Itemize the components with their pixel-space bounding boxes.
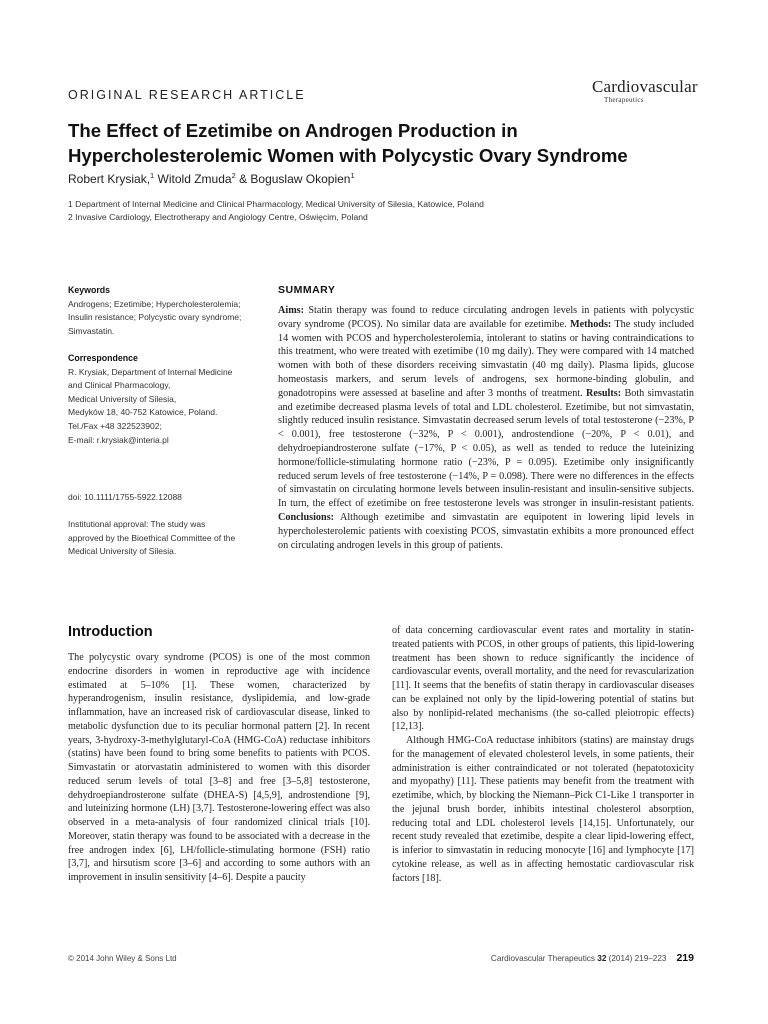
correspondence-line: Tel./Fax +48 322523902;	[68, 420, 162, 431]
summary-results-text: Both simvastatin and ezetimibe decreased plasma levels of total and LDL cholesterol. Ezetimibe, but not simvastatin, slightly reduced insulin resistance. Simvastatin decreased serum levels of total testosterone (−23%, P < 0.001), free testosterone (−32%, P < 0.001), androstendione (−20%, P < 0.01), and dehydroepiandrosterone sulfate (−17%, P < 0.05), as well as tended to reduce the luteinizing hormone/follicle-stimulating hormone ratio (−23%, P = 0.095). Ezetimibe only insignificantly reduced serum levels of free testosterone (−14%, P = 0.098). There were no differences in the effects of simvastatin on circulating hormone levels between insulin-resistant and insulin-sensitive subjects. In turn, the effect of ezetimibe on free testosterone levels was stronger in insulin-resistant patients.	[278, 387, 695, 510]
summary-conclusions-label: Conclusions:	[278, 511, 335, 523]
summary-aims-label: Aims:	[278, 305, 305, 316]
title-line: Hypercholesterolemic Women with Polycystic Ovary Syndrome	[68, 145, 628, 166]
author-name: Witold Zmuda	[154, 172, 232, 186]
correspondence-line: and Clinical Pharmacology,	[68, 380, 171, 391]
author-affiliation-mark: 1	[350, 171, 355, 180]
keywords-block	[68, 284, 258, 338]
citation-volume: 32	[597, 954, 607, 963]
correspondence-line: Medical University of Silesia,	[68, 393, 177, 404]
correspondence-line: Medyków 18, 40-752 Katowice, Poland.	[68, 407, 218, 418]
correspondence-heading: Correspondence	[68, 353, 138, 363]
author-list	[68, 171, 355, 186]
intro-paragraph: The polycystic ovary syndrome (PCOS) is one of the most common endocrine disorders in women in reproductive age with incidence estimated at 5–10% [1]. These women, characterized by hyperandrogenism, insulin resistance, dyslipidemia, and low-grade inflammation, have an increased risk of cardiovascular disease, linked to metabolic dysfunction due to its peculiar hormonal pattern [2]. In recent years, 3-hydroxy-3-methylglutaryl-CoA (HMG-CoA) reductase inhibitors (statins) have been found to bring some benefits to patients with PCOS. Simvastatin or atorvastatin administered to women with this disorder reduced serum levels of total [3–8] and free [3–5,8] testosterone, dehydroepiandrosterone sulfate (DHEA-S) [4,5,9], androstendione [9], and luteinizing hormone (LH) [3,7]. Testosterone-lowering effect was also observed in a meta-analysis of four randomized clinical trials [10]. Moreover, statin therapy was found to be associated with a decrease in the free androgen index [6], LH/follicle-stimulating hormone (FSH) ratio [3,7], and hirsutism score [3–6] and according to some authors with an improvement in insulin sensitivity [4–6]. Despite a paucity	[68, 652, 370, 883]
keywords-line: Androgens; Ezetimibe; Hypercholesterolemia;	[68, 298, 241, 309]
institutional-approval	[68, 518, 258, 559]
keywords-line: Simvastatin.	[68, 325, 115, 336]
intro-paragraph: of data concerning cardiovascular event rates and mortality in statin-treated patients with PCOS, in other groups of patients, this lipid-lowering treatment has been shown to reduce significantly the incidence of cardiovascular events, overall mortality, and the need for revascularization [11]. It seems that the benefits of statin therapy in cardiovascular diseases can be explained not only by the lipid-lowering potential of statins but also by nonlipid-related mechanisms (the so-called pleiotropic effects) [12,13].	[392, 625, 694, 733]
affiliations	[68, 198, 484, 224]
doi-link[interactable]: doi: 10.1111/1755-5922.12088	[68, 492, 182, 502]
author-name: Robert Krysiak,	[68, 172, 151, 186]
author-affiliation-mark: 1	[150, 171, 155, 180]
page-number: 219	[676, 952, 694, 964]
body-column-left	[68, 651, 370, 885]
citation-year-pages: (2014) 219–223	[606, 954, 667, 963]
approval-line: Institutional approval: The study was	[68, 519, 206, 529]
summary-methods-text: The study included 14 women with PCOS and hypercholesterolemia, intolerant to statins or having contraindications to this treatment, who were treated with ezetimibe (10 mg daily). They were compared with 14 matched women with both of these disorders receiving simvastatin (40 mg daily). Plasma lipids, glucose homeostasis markers, and serum levels of androgens, sex hormone-binding globulin, and gonadotropins were assessed at baseline and after 3 months of treatment.	[278, 318, 695, 399]
author-name: & Boguslaw Okopien	[235, 172, 351, 186]
summary-conclusions-text: Although ezetimibe and simvastatin are equipotent in lowering lipid levels in hypercholesterolemic patients with coexisting PCOS, simvastatin exhibits a more pronounced effect on circulating androgen levels in this group of patients.	[278, 511, 694, 551]
article-type-label: ORIGINAL RESEARCH ARTICLE	[68, 88, 306, 102]
correspondence-line: R. Krysiak, Department of Internal Medicine	[68, 366, 233, 377]
summary-abstract	[278, 304, 694, 552]
correspondence-email[interactable]: E-mail: r.krysiak@interia.pl	[68, 434, 169, 445]
author-affiliation-mark: 2	[231, 171, 236, 180]
summary-aims-text: Statin therapy was found to reduce circulating androgen levels in patients with polycystic ovary syndrome (PCOS). No similar data are available for ezetimibe.	[278, 305, 694, 330]
approval-line: approved by the Bioethical Committee of the	[68, 532, 236, 543]
journal-citation	[491, 952, 694, 964]
copyright-notice: © 2014 John Wiley & Sons Ltd	[68, 954, 177, 963]
keywords-heading: Keywords	[68, 285, 111, 295]
summary-heading: SUMMARY	[278, 284, 336, 296]
intro-paragraph: Although HMG-CoA reductase inhibitors (statins) are mainstay drugs for the management of elevated cholesterol levels, in some patients, their administration is either contraindicated or not tolerated (hepatotoxicity and myopathy) [11]. These patients may benefit from the treatment with ezetimibe, which, by blocking the Niemann–Pick C1-Like 1 transporter in the jejunal brush border, inhibits intestinal cholesterol absorption, reducing total and LDL cholesterol levels [14,15]. Unfortunately, our recent study revealed that ezetimibe, despite a clear lipid-lowering effect, is inferior to simvastatin in reducing monocyte [16] and lymphocyte [17] cytokine release, as well as in affecting hemostatic cardiovascular risk factors [18].	[392, 735, 694, 884]
journal-logo	[592, 78, 696, 104]
affiliation-line: 2 Invasive Cardiology, Electrotherapy and Angiology Centre, Oświęcim, Poland	[68, 212, 368, 222]
body-column-right	[392, 624, 694, 885]
doi-block	[68, 491, 258, 505]
article-title	[68, 118, 688, 168]
introduction-heading: Introduction	[68, 624, 153, 640]
journal-name: Cardiovascular	[592, 77, 698, 96]
summary-methods-label: Methods:	[570, 318, 612, 330]
citation-journal: Cardiovascular Therapeutics	[490, 954, 598, 963]
summary-results-label: Results:	[586, 387, 622, 399]
journal-subtitle: Therapeutics	[604, 96, 644, 104]
correspondence-block	[68, 352, 258, 447]
title-line: The Effect of Ezetimibe on Androgen Production in	[68, 120, 518, 141]
approval-line: Medical University of Silesia.	[68, 546, 177, 557]
keywords-line: Insulin resistance; Polycystic ovary syndrome;	[68, 312, 242, 323]
affiliation-line: 1 Department of Internal Medicine and Clinical Pharmacology, Medical University of Silesia, Katowice, Poland	[68, 199, 484, 209]
